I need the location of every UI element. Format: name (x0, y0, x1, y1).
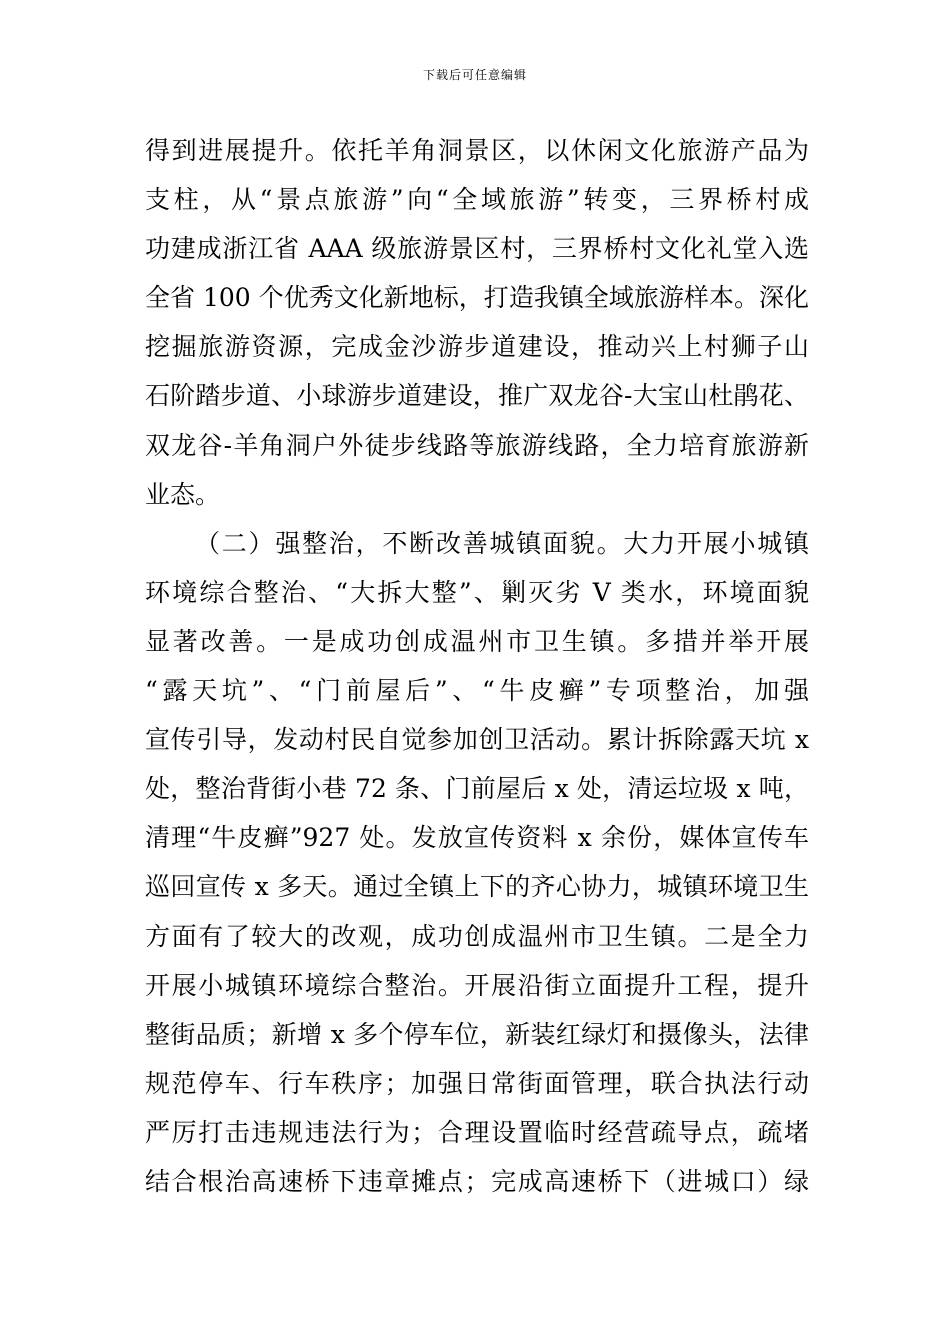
text-line: 双龙谷-羊角洞户外徒步线路等旅游线路，全力培育旅游新 (145, 430, 809, 460)
text-line: 整街品质；新增 x 多个停车位，新装红绿灯和摄像头，法律 (145, 1019, 809, 1049)
text-line: 业态。 (145, 479, 221, 509)
text-line: 功建成浙江省 AAA 级旅游景区村，三界桥村文化礼堂入选 (145, 234, 809, 264)
text-line: 巡回宣传 x 多天。通过全镇上下的齐心协力，城镇环境卫生 (145, 872, 809, 902)
text-line: 处，整治背街小巷 72 条、门前屋后 x 处，清运垃圾 x 吨， (145, 774, 809, 804)
text-line: 挖掘旅游资源，完成金沙游步道建设，推动兴上村狮子山 (145, 332, 809, 362)
text-line: 宣传引导，发动村民自觉参加创卫活动。累计拆除露天坑 x (145, 725, 809, 755)
text-line: 环境综合整治、“大拆大整”、剿灭劣 V 类水，环境面貌 (145, 577, 809, 607)
text-line: 显著改善。一是成功创成温州市卫生镇。多措并举开展 (145, 626, 809, 656)
text-line: 全省 100 个优秀文化新地标，打造我镇全域旅游样本。深化 (145, 283, 809, 313)
text-line: 石阶踏步道、小球游步道建设，推广双龙谷-大宝山杜鹃花、 (145, 381, 809, 411)
body-text (145, 126, 809, 1206)
text-line: 结合根治高速桥下违章摊点；完成高速桥下（进城口）绿 (145, 1166, 809, 1196)
text-line: 方面有了较大的改观，成功创成温州市卫生镇。二是全力 (145, 921, 809, 951)
header-note: 下载后可任意编辑 (422, 68, 527, 82)
text-line: 得到进展提升。依托羊角洞景区，以休闲文化旅游产品为 (145, 136, 809, 165)
text-line: 严厉打击违规违法行为；合理设置临时经营疏导点，疏堵 (145, 1117, 809, 1147)
text-line: “露天坑”、“门前屋后”、“牛皮癣”专项整治，加强 (145, 676, 809, 706)
text-line: 规范停车、行车秩序；加强日常街面管理，联合执法行动 (145, 1068, 809, 1098)
text-line: 清理“牛皮癣”927 处。发放宣传资料 x 余份，媒体宣传车 (145, 823, 809, 853)
section-heading-line: （二）强整治，不断改善城镇面貌。大力开展小城镇 (195, 528, 809, 558)
text-line: 支柱，从“景点旅游”向“全域旅游”转变，三界桥村成 (145, 185, 809, 215)
text-line: 开展小城镇环境综合整治。开展沿街立面提升工程，提升 (145, 970, 809, 1000)
